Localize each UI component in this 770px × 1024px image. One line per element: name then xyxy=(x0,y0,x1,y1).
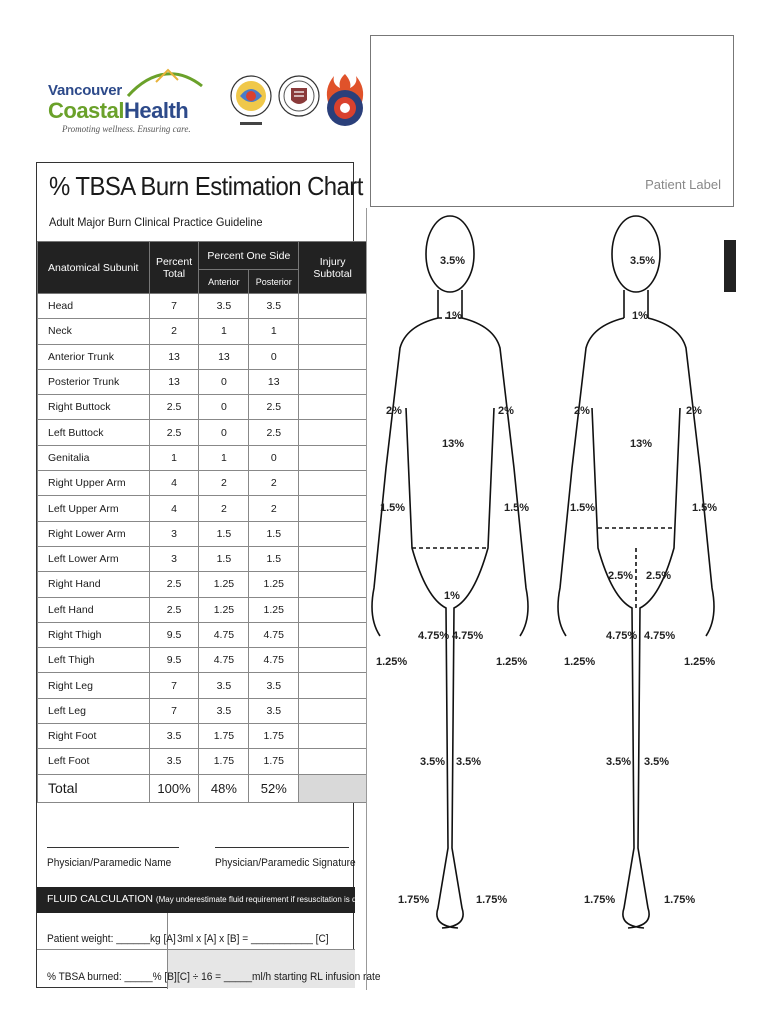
logo-tagline: Promoting wellness. Ensuring care. xyxy=(62,124,191,134)
subunit-cell: Left Buttock xyxy=(38,420,150,445)
label-ant-right-foot: 1.75% xyxy=(398,894,430,906)
posterior-cell: 4.75 xyxy=(249,648,299,673)
posterior-cell: 2 xyxy=(249,496,299,521)
posterior-cell: 0 xyxy=(249,344,299,369)
mountain-logo-icon xyxy=(126,68,204,98)
percent-total-cell: 13 xyxy=(149,344,199,369)
injury-subtotal-input[interactable] xyxy=(299,445,367,470)
anterior-cell: 1.25 xyxy=(199,597,249,622)
partner-seal-icon xyxy=(228,72,274,134)
table-row xyxy=(38,471,367,496)
table-row xyxy=(38,749,367,774)
injury-subtotal-input[interactable] xyxy=(299,774,367,802)
table-row xyxy=(38,420,367,445)
subunit-cell: Left Hand xyxy=(38,597,150,622)
tbsa-burned-field[interactable]: % TBSA burned: _____% [B] xyxy=(47,971,177,983)
label-post-right-thigh: 4.75% xyxy=(644,630,676,642)
patient-label-box[interactable] xyxy=(370,35,734,207)
injury-subtotal-input[interactable] xyxy=(299,344,367,369)
table-row xyxy=(38,546,367,571)
percent-total-cell: 1 xyxy=(149,445,199,470)
percent-total-cell: 3.5 xyxy=(149,724,199,749)
subunit-cell: Right Thigh xyxy=(38,622,150,647)
anterior-cell: 1.75 xyxy=(199,749,249,774)
posterior-cell: 13 xyxy=(249,369,299,394)
anterior-cell: 3.5 xyxy=(199,673,249,698)
table-row xyxy=(38,597,367,622)
injury-subtotal-input[interactable] xyxy=(299,496,367,521)
col-header-posterior: Posterior xyxy=(249,270,299,294)
table-row xyxy=(38,698,367,723)
label-ant-left-thigh: 4.75% xyxy=(452,630,484,642)
label-ant-right-upper-arm: 2% xyxy=(386,405,402,417)
percent-total-cell: 13 xyxy=(149,369,199,394)
label-post-right-leg: 3.5% xyxy=(644,756,670,768)
label-post-right-buttock: 2.5% xyxy=(646,570,672,582)
posterior-cell: 3.5 xyxy=(249,294,299,319)
posterior-cell: 2.5 xyxy=(249,395,299,420)
subunit-cell: Right Leg xyxy=(38,673,150,698)
page-subtitle: Adult Major Burn Clinical Practice Guideline xyxy=(49,215,263,229)
percent-total-cell: 9.5 xyxy=(149,622,199,647)
label-post-left-lower-arm: 1.5% xyxy=(570,502,596,514)
anterior-cell: 2 xyxy=(199,496,249,521)
subunit-cell: Left Thigh xyxy=(38,648,150,673)
anterior-cell: 1.75 xyxy=(199,724,249,749)
logo-line2: CoastalHealth xyxy=(48,98,189,123)
fluid-formula-volume[interactable]: 3ml x [A] x [B] = ___________ [C] xyxy=(177,933,329,945)
posterior-cell: 1.5 xyxy=(249,521,299,546)
table-row xyxy=(38,521,367,546)
anterior-cell: 1.5 xyxy=(199,546,249,571)
col-header-anterior: Anterior xyxy=(199,270,249,294)
col-header-subunit: Anatomical Subunit xyxy=(38,242,150,294)
subunit-cell: Posterior Trunk xyxy=(38,369,150,394)
anterior-cell: 3.5 xyxy=(199,294,249,319)
posterior-cell: 1.5 xyxy=(249,546,299,571)
label-post-left-buttock: 2.5% xyxy=(608,570,634,582)
posterior-cell: 1.75 xyxy=(249,749,299,774)
label-ant-genitalia: 1% xyxy=(444,590,460,602)
subunit-cell: Genitalia xyxy=(38,445,150,470)
anterior-cell: 4.75 xyxy=(199,622,249,647)
fluid-heading: FLUID CALCULATION xyxy=(47,893,153,905)
label-ant-left-lower-arm: 1.5% xyxy=(504,502,530,514)
percent-total-cell: 3 xyxy=(149,546,199,571)
subunit-cell: Right Lower Arm xyxy=(38,521,150,546)
injury-subtotal-input[interactable] xyxy=(299,572,367,597)
posterior-cell: 2 xyxy=(249,471,299,496)
label-ant-trunk: 13% xyxy=(442,438,465,450)
table-row xyxy=(38,648,367,673)
percent-total-cell: 3 xyxy=(149,521,199,546)
table-row xyxy=(38,319,367,344)
fire-rescue-seal-icon xyxy=(322,72,368,134)
label-ant-head: 3.5% xyxy=(440,255,466,267)
anterior-cell: 2 xyxy=(199,471,249,496)
subunit-cell: Total xyxy=(38,774,150,802)
anterior-cell: 1.25 xyxy=(199,572,249,597)
anterior-cell: 1 xyxy=(199,445,249,470)
physician-signature-label: Physician/Paramedic Signature xyxy=(215,857,356,869)
percent-total-cell: 7 xyxy=(149,294,199,319)
percent-total-cell: 2.5 xyxy=(149,420,199,445)
injury-subtotal-input[interactable] xyxy=(299,673,367,698)
table-row xyxy=(38,572,367,597)
anterior-cell: 1 xyxy=(199,319,249,344)
posterior-cell: 3.5 xyxy=(249,698,299,723)
logo-line1: Vancouver xyxy=(48,82,123,99)
injury-subtotal-input[interactable] xyxy=(299,521,367,546)
vch-logo xyxy=(46,68,206,148)
subunit-cell: Anterior Trunk xyxy=(38,344,150,369)
subunit-cell: Left Lower Arm xyxy=(38,546,150,571)
label-ant-left-hand: 1.25% xyxy=(496,656,528,668)
subunit-cell: Left Foot xyxy=(38,749,150,774)
posterior-figure xyxy=(558,216,714,928)
tbsa-table xyxy=(37,241,367,803)
posterior-cell: 2.5 xyxy=(249,420,299,445)
anterior-cell: 48% xyxy=(199,774,249,802)
fluid-formula-rate[interactable]: [C] ÷ 16 = _____ml/h starting RL infusion rate xyxy=(177,971,381,983)
physician-name-label: Physician/Paramedic Name xyxy=(47,857,172,869)
posterior-cell: 1.25 xyxy=(249,597,299,622)
table-row xyxy=(38,445,367,470)
injury-subtotal-input[interactable] xyxy=(299,420,367,445)
patient-label-text: Patient Label xyxy=(645,177,721,192)
label-post-left-upper-arm: 2% xyxy=(574,405,590,417)
table-row xyxy=(38,724,367,749)
percent-total-cell: 7 xyxy=(149,698,199,723)
name-signature-line[interactable] xyxy=(47,847,179,848)
page-title: % TBSA Burn Estimation Chart xyxy=(49,171,363,201)
posterior-cell: 3.5 xyxy=(249,673,299,698)
anterior-cell: 1.5 xyxy=(199,521,249,546)
injury-subtotal-input[interactable] xyxy=(299,749,367,774)
col-header-one-side: Percent One Side xyxy=(199,242,299,270)
fluid-calculation-header xyxy=(37,887,383,913)
label-post-left-foot: 1.75% xyxy=(584,894,616,906)
injury-subtotal-input[interactable] xyxy=(299,546,367,571)
injury-subtotal-input[interactable] xyxy=(299,698,367,723)
subunit-cell: Head xyxy=(38,294,150,319)
patient-weight-field[interactable]: Patient weight: ______kg [A] xyxy=(47,933,176,945)
fluid-note: (May underestimate fluid requirement if resuscitation is delayed) xyxy=(155,895,383,904)
label-ant-left-foot: 1.75% xyxy=(476,894,508,906)
percent-total-cell: 2 xyxy=(149,319,199,344)
percent-total-cell: 4 xyxy=(149,471,199,496)
table-row xyxy=(38,496,367,521)
percent-total-cell: 7 xyxy=(149,673,199,698)
label-post-head: 3.5% xyxy=(630,255,656,267)
anterior-cell: 4.75 xyxy=(199,648,249,673)
percent-total-cell: 2.5 xyxy=(149,572,199,597)
anterior-cell: 0 xyxy=(199,420,249,445)
subunit-cell: Right Hand xyxy=(38,572,150,597)
table-row xyxy=(38,294,367,319)
label-ant-right-leg: 3.5% xyxy=(420,756,446,768)
percent-total-cell: 3.5 xyxy=(149,749,199,774)
anterior-cell: 3.5 xyxy=(199,698,249,723)
table-row xyxy=(38,395,367,420)
percent-total-cell: 9.5 xyxy=(149,648,199,673)
label-post-right-lower-arm: 1.5% xyxy=(692,502,718,514)
subunit-cell: Neck xyxy=(38,319,150,344)
subunit-cell: Right Buttock xyxy=(38,395,150,420)
percent-total-cell: 2.5 xyxy=(149,597,199,622)
posterior-cell: 4.75 xyxy=(249,622,299,647)
label-ant-right-thigh: 4.75% xyxy=(418,630,450,642)
label-post-neck: 1% xyxy=(632,310,648,322)
label-ant-neck: 1% xyxy=(446,310,462,322)
posterior-cell: 1 xyxy=(249,319,299,344)
burn-chart-panel xyxy=(36,162,383,988)
injury-subtotal-input[interactable] xyxy=(299,724,367,749)
posterior-cell: 1.75 xyxy=(249,724,299,749)
anterior-figure xyxy=(372,216,528,928)
label-post-left-leg: 3.5% xyxy=(606,756,632,768)
injury-subtotal-input[interactable] xyxy=(299,294,367,319)
table-row xyxy=(38,369,367,394)
table-row xyxy=(38,344,367,369)
subunit-cell: Right Foot xyxy=(38,724,150,749)
subunit-cell: Left Leg xyxy=(38,698,150,723)
label-post-right-hand: 1.25% xyxy=(684,656,716,668)
label-ant-left-upper-arm: 2% xyxy=(498,405,514,417)
body-outline-diagram xyxy=(366,208,736,990)
table-body xyxy=(38,294,367,803)
label-post-trunk: 13% xyxy=(630,438,653,450)
anterior-cell: 0 xyxy=(199,395,249,420)
injury-subtotal-input[interactable] xyxy=(299,622,367,647)
injury-subtotal-input[interactable] xyxy=(299,395,367,420)
label-post-right-upper-arm: 2% xyxy=(686,405,702,417)
injury-subtotal-input[interactable] xyxy=(299,319,367,344)
injury-subtotal-input[interactable] xyxy=(299,648,367,673)
table-total-row xyxy=(38,774,367,802)
crest-seal-icon xyxy=(276,72,322,134)
posterior-cell: 52% xyxy=(249,774,299,802)
label-ant-right-hand: 1.25% xyxy=(376,656,408,668)
subunit-cell: Right Upper Arm xyxy=(38,471,150,496)
percent-total-cell: 2.5 xyxy=(149,395,199,420)
label-post-left-thigh: 4.75% xyxy=(606,630,638,642)
injury-subtotal-input[interactable] xyxy=(299,471,367,496)
injury-subtotal-input[interactable] xyxy=(299,369,367,394)
anterior-cell: 0 xyxy=(199,369,249,394)
percent-total-cell: 4 xyxy=(149,496,199,521)
fluid-divider-horizontal xyxy=(37,949,355,950)
label-post-left-hand: 1.25% xyxy=(564,656,596,668)
col-header-injury-subtotal: Injury Subtotal xyxy=(299,242,367,294)
posterior-cell: 1.25 xyxy=(249,572,299,597)
label-ant-right-lower-arm: 1.5% xyxy=(380,502,406,514)
label-post-right-foot: 1.75% xyxy=(664,894,696,906)
table-row xyxy=(38,673,367,698)
col-header-percent-total: Percent Total xyxy=(149,242,199,294)
anterior-cell: 13 xyxy=(199,344,249,369)
posterior-cell: 0 xyxy=(249,445,299,470)
label-ant-left-leg: 3.5% xyxy=(456,756,482,768)
signature-line[interactable] xyxy=(215,847,349,848)
percent-total-cell: 100% xyxy=(149,774,199,802)
subunit-cell: Left Upper Arm xyxy=(38,496,150,521)
injury-subtotal-input[interactable] xyxy=(299,597,367,622)
table-row xyxy=(38,622,367,647)
